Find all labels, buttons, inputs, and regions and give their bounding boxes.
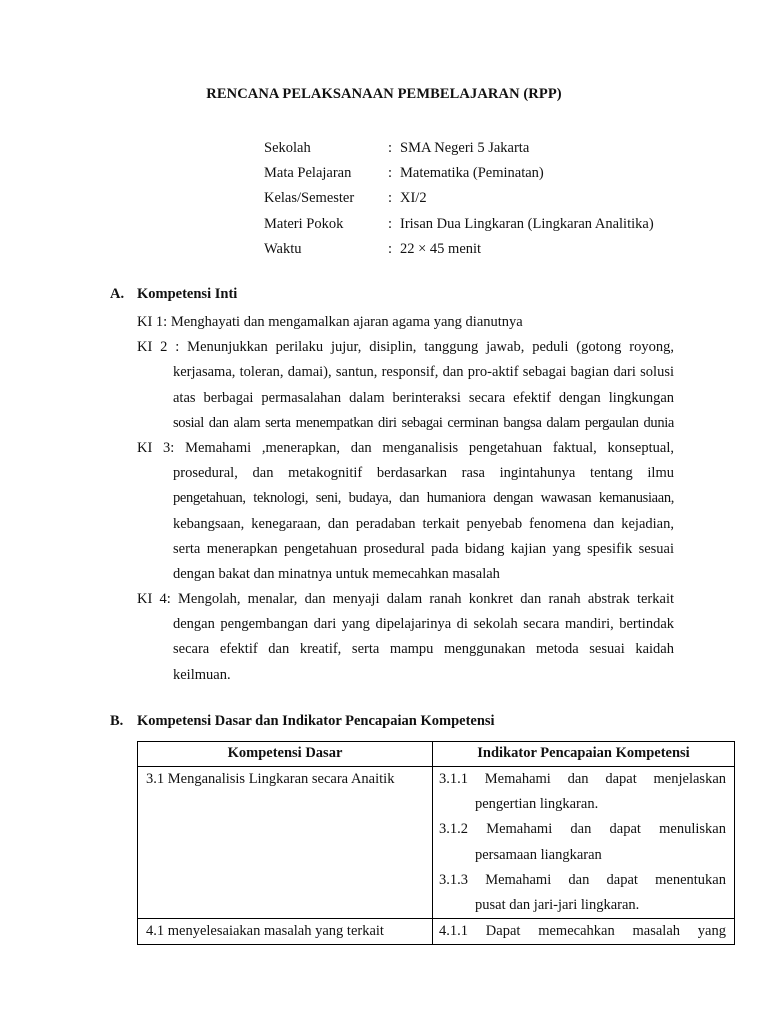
ipk-cell	[433, 767, 735, 919]
info-colon: :	[388, 140, 393, 156]
info-label: Waktu	[264, 240, 302, 257]
ki-2-line: kerjasama, toleran, damai), santun, responsif, dan pro-aktif sebagai bagian dari solusi	[173, 364, 674, 381]
info-colon: :	[388, 240, 393, 257]
info-row-subject	[264, 161, 654, 186]
ki-3-line: pengetahuan, teknologi, seni, budaya, dan humaniora dengan wawasan kemanusiaan,	[173, 490, 674, 507]
section-title: Kompetensi Dasar dan Indikator Pencapaian Kompetensi	[137, 713, 495, 729]
ki-3-line: kebangsaan, kenegaraan, dan peradaban terkait penyebab fenomena dan kejadian,	[173, 515, 674, 532]
info-colon: :	[388, 165, 393, 182]
info-label: Sekolah	[264, 140, 311, 156]
ipk-line: persamaan liangkaran	[475, 846, 602, 863]
info-label: Kelas/Semester	[264, 190, 355, 207]
info-row-school	[264, 136, 654, 161]
ipk-cell	[433, 919, 735, 945]
section-b-heading	[110, 713, 495, 730]
ipk-line: 3.1.3 Memahami dan dapat menentukan	[439, 871, 726, 888]
ki-3-line: prosedural, dan metakognitif berdasarkan rasa ingintahunya tentang ilmu	[173, 465, 674, 482]
info-colon: :	[388, 190, 393, 207]
ipk-line: 4.1.1 Dapat memecahkan masalah yang	[439, 923, 726, 940]
info-row-time	[264, 237, 654, 262]
ki-3-line: serta menerapkan pengetahuan prosedural pada bidang kajian yang spesifik sesuai	[173, 540, 674, 557]
section-letter: B.	[110, 713, 124, 729]
ki-4-line: KI 4: Mengolah, menalar, dan menyaji dalam ranah konkret dan ranah abstrak terkait	[137, 591, 674, 608]
ki-3-line: KI 3: Memahami ,menerapkan, dan menganalisis pengetahuan faktual, konseptual,	[137, 439, 674, 456]
kd-cell	[138, 767, 433, 919]
competency-table	[137, 741, 735, 945]
ki-4-line: keilmuan.	[173, 666, 231, 683]
identity-block	[264, 136, 654, 262]
info-value: Matematika (Peminatan)	[400, 165, 544, 182]
kd-text: 4.1 menyelesaiakan masalah yang terkait	[146, 923, 384, 940]
ki-3-line: dengan bakat dan minatnya untuk memecahkan masalah	[173, 565, 500, 582]
ki-4-line: dengan pengembangan dari yang dipelajarinya di sekolah secara mandiri, bertindak	[173, 616, 674, 633]
kompetensi-inti-list	[137, 310, 674, 688]
info-row-class	[264, 186, 654, 211]
ipk-line: pengertian lingkaran.	[475, 796, 599, 813]
info-label: Materi Pokok	[264, 215, 344, 232]
info-value: Irisan Dua Lingkaran (Lingkaran Analitika)	[400, 215, 654, 232]
info-value: XI/2	[400, 190, 427, 207]
info-colon: :	[388, 215, 393, 232]
ipk-line: pusat dan jari-jari lingkaran.	[475, 896, 640, 913]
kd-text: 3.1 Menganalisis Lingkaran secara Anaitik	[146, 771, 395, 787]
ki-4-line: secara efektif dan kreatif, serta mampu menggunakan metoda sesuai kaidah	[173, 641, 674, 658]
ipk-line: 3.1.1 Memahami dan dapat menjelaskan	[439, 771, 726, 787]
info-value: SMA Negeri 5 Jakarta	[400, 140, 530, 156]
table-row	[138, 767, 735, 919]
kd-cell	[138, 919, 433, 945]
ki-2-line: sosial dan alam serta menempatkan diri sebagai cerminan bangsa dalam pergaulan dunia	[173, 414, 674, 431]
ki-2-line: KI 2 : Menunjukkan perilaku jujur, disiplin, tanggung jawab, peduli (gotong royong,	[137, 339, 674, 356]
info-row-topic	[264, 212, 654, 237]
ipk-line: 3.1.2 Memahami dan dapat menuliskan	[439, 821, 726, 838]
info-label: Mata Pelajaran	[264, 165, 352, 182]
ki-1-line: KI 1: Menghayati dan mengamalkan ajaran agama yang dianutnya	[137, 314, 523, 330]
table-header-row	[138, 742, 735, 767]
section-a-heading	[110, 286, 237, 303]
column-header-ipk: Indikator Pencapaian Kompetensi	[433, 742, 735, 767]
column-header-kd: Kompetensi Dasar	[138, 742, 433, 767]
section-letter: A.	[110, 286, 125, 302]
table-row	[138, 919, 735, 945]
document-title: RENCANA PELAKSANAAN PEMBELAJARAN (RPP)	[206, 86, 562, 102]
section-title: Kompetensi Inti	[137, 286, 238, 302]
ki-2-line: atas berbagai permasalahan dalam berinteraksi secara efektif dengan lingkungan	[173, 389, 674, 406]
info-value: 22 × 45 menit	[400, 240, 482, 257]
